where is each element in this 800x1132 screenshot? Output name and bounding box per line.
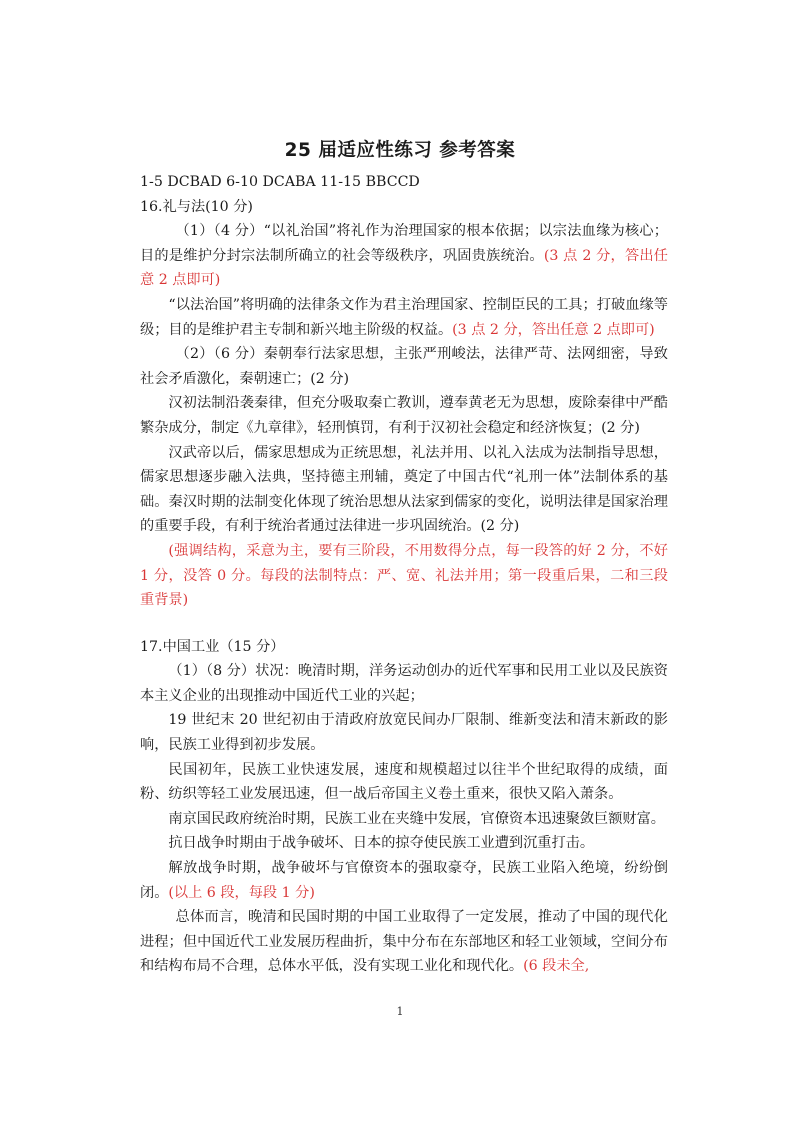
q16-part1-note: (3 点 2 分，答出任意 2 点即可) xyxy=(140,247,668,289)
q16-fazhi-note: (3 点 2 分，答出任意 2 点即可) xyxy=(452,321,655,338)
q17-anti-japanese-war: 抗日战争时期由于战争破坏、日本的掠夺使民族工业遭到沉重打击。 xyxy=(168,835,595,852)
q17-nanjing-govt: 南京国民政府统治时期，民族工业在夹缝中发展，官僚资本迅速聚敛巨额财富。 xyxy=(168,810,665,827)
section-gap xyxy=(140,613,668,635)
q17-summary-note: (6 段未全, xyxy=(523,958,590,975)
q17-paragraph xyxy=(140,905,668,979)
q17-turn-of-century: 19 世纪末 20 世纪初由于清政府放宽民间办厂限制、维新变法和清末新政的影响，民族工业得到初步发展。 xyxy=(140,712,668,754)
q16-grading-note: (强调结构，采意为主，要有三阶段，不用数得分点，每一段答的好 2 分，不好 1 分，没答 0 分。每段的法制特点：严、宽、礼法并用；第一段重后果，二和三段重背景) xyxy=(140,542,668,609)
q16-heading: 16.礼与法(10 分) xyxy=(140,198,253,215)
q16-paragraph xyxy=(140,293,668,342)
q16-part2-han: 汉初法制沿袭秦律，但充分吸取秦亡教训，遵奉黄老无为思想，废除秦律中严酷繁杂成分，制定《九章律》，轻刑慎罚，有利于汉初社会稳定和经济恢复；(2 分) xyxy=(140,395,668,436)
mc-answers: 1-5 DCBAD 6-10 DCABA 11-15 BBCCD xyxy=(140,174,420,190)
q16-paragraph xyxy=(140,219,668,293)
q16-fazhi-text: “以法治国”将明确的法律条文作为君主治理国家、控制臣民的工具；打破血缘等级；目的是维护君主专制和新兴地主阶级的权益。 xyxy=(140,296,668,338)
q16-part2-wudi: 汉武帝以后，儒家思想成为正统思想，礼法并用、以礼入法成为法制指导思想，儒家思想逐步融入法典，坚持德主刑辅，奠定了中国古代“礼刑一体”法制体系的基础。秦汉时期的法制变化体现了统治思想从法家到儒家的变化，说明法律是国家治理的重要手段，有利于统治者通过法律进一步巩固统治。(2 分) xyxy=(140,444,668,535)
page-number: 1 xyxy=(396,1005,404,1018)
q16-part1-text: （1）（4 分）“以礼治国”将礼作为治理国家的根本依据；以宗法血缘为核心；目的是维护分封宗法制所确立的社会等级秩序，巩固贵族统治。 xyxy=(140,223,668,264)
q16-part2-qin: （2）（6 分）秦朝奉行法家思想，主张严刑峻法，法律严苛、法网细密，导致社会矛盾激化，秦朝速亡；(2 分) xyxy=(140,346,668,387)
q17-civil-war-note: (以上 6 段，每段 1 分) xyxy=(168,884,315,901)
q17-heading: 17.中国工业（15 分） xyxy=(140,638,285,655)
q17-civil-war-text: 解放战争时期，战争破坏与官僚资本的强取豪夺，民族工业陷入绝境，纷纷倒闭。 xyxy=(140,860,668,901)
answer-content xyxy=(140,170,668,979)
q17-early-republic: 民国初年，民族工业快速发展，速度和规模超过以往半个世纪取得的成绩，面粉、纺织等轻工业发展迅速，但一战后帝国主义卷土重来，很快又陷入萧条。 xyxy=(140,761,668,803)
page-title: 25 届适应性练习 参考答案 xyxy=(284,140,516,161)
q17-summary-text: 总体而言，晚清和民国时期的中国工业取得了一定发展，推动了中国的现代化进程；但中国近代工业发展历程曲折，集中分布在东部地区和轻工业领域，空间分布和结构布局不合理，总体水平低，没有实现工业化和现代化。 xyxy=(140,909,668,975)
q17-paragraph xyxy=(140,856,668,905)
q17-late-qing: （1）（8 分）状况：晚清时期，洋务运动创办的近代军事和民用工业以及民族资本主义企业的出现推动中国近代工业的兴起； xyxy=(140,663,668,704)
